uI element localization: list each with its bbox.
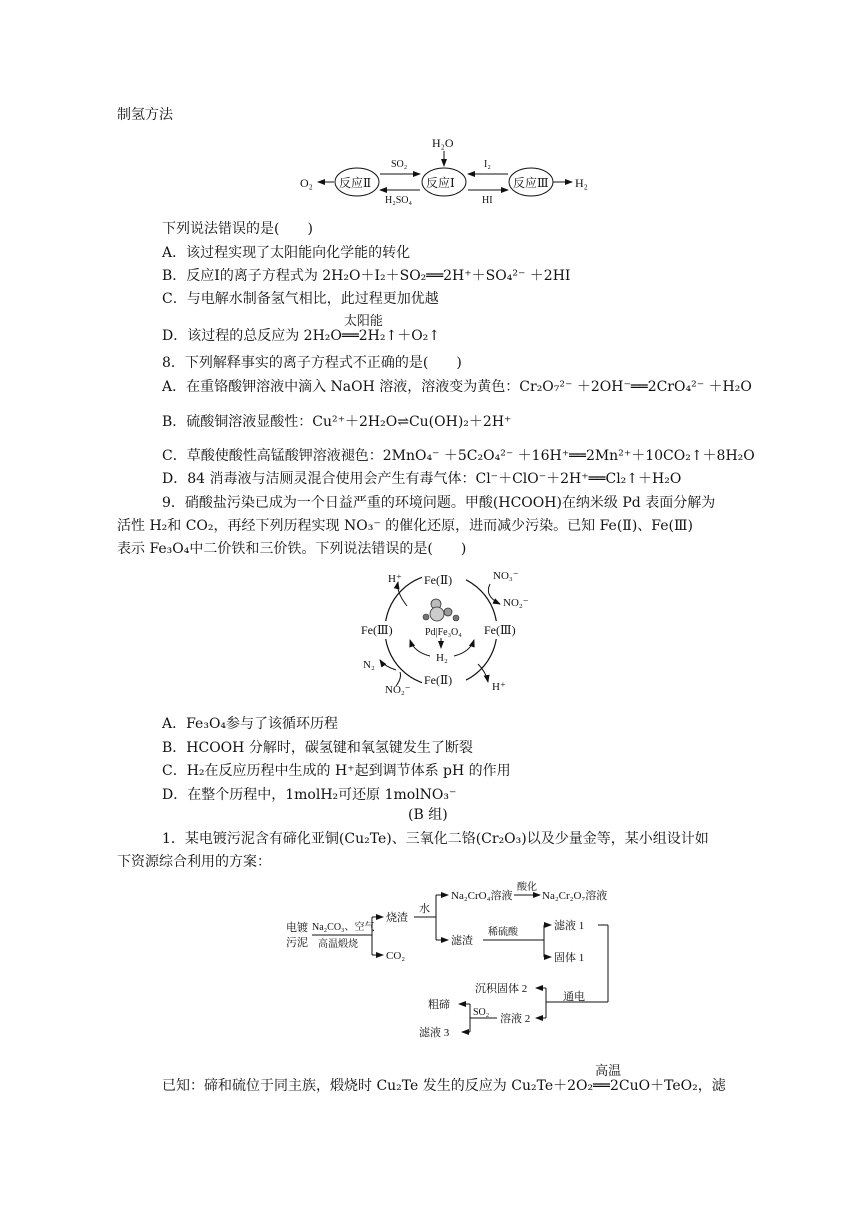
known-condition: 高温	[595, 1064, 622, 1079]
q7-option-b: B．反应Ⅰ的离子方程式为 2H₂O＋I₂＋SO₂══2H⁺＋SO₄²⁻ ＋2HI	[162, 268, 571, 284]
flow-slag: 烧渣	[386, 912, 408, 924]
q7-d-suffix: 2H₂↑＋O₂↑	[358, 328, 441, 344]
b1-stem-line1: 1．某电镀污泥含有碲化亚铜(Cu₂Te)、三氧化二铬(Cr₂O₃)以及少量金等，某小组设计如	[162, 831, 709, 847]
flow-acidify: 酸化	[517, 882, 537, 893]
so2-label: SO₂	[391, 159, 408, 170]
o2-label: O₂	[300, 176, 313, 190]
flow-sludge-1: 电镀	[286, 922, 308, 934]
q7-stem: 下列说法错误的是( )	[162, 221, 313, 237]
reaction-1-label: 反应Ⅰ	[426, 176, 455, 190]
reaction-2-label: 反应Ⅱ	[339, 176, 372, 190]
h2so4-label: H₂SO₄	[385, 195, 412, 206]
flow-so2: SO₂	[473, 1007, 490, 1018]
fe3-right-label: Fe(Ⅲ)	[484, 623, 516, 637]
flow-filtrate1: 滤液 1	[554, 920, 585, 932]
no3-label: NO₃⁻	[493, 570, 519, 582]
q7-d-condition: 太阳能	[343, 314, 383, 329]
flow-solution2: 溶液 2	[500, 1013, 531, 1025]
n2-label: N₂	[363, 659, 375, 671]
reaction-3-label: 反应Ⅲ	[513, 176, 549, 190]
group-b-heading: (B 组)	[408, 807, 448, 823]
i2-label: I₂	[484, 159, 491, 170]
q9-option-b: B．HCOOH 分解时，碳氢键和氧氢键发生了断裂	[162, 740, 473, 756]
fe2-top-label: Fe(Ⅱ)	[424, 573, 453, 587]
q8-option-d: D．84 消毒液与洁厕灵混合使用会产生有毒气体：Cl⁻＋ClO⁻＋2H⁺══Cl₂↑＋H₂O	[162, 471, 682, 487]
section-heading: 制氢方法	[117, 107, 173, 123]
fe2-bottom-label: Fe(Ⅱ)	[424, 673, 453, 687]
known-line: 已知：碲和硫位于同主族，煅烧时 Cu₂Te 发生的反应为 Cu₂Te＋2O₂ 高温 ══2CuO＋TeO₂，滤	[162, 1064, 726, 1094]
hi-label: HI	[482, 195, 493, 206]
q7-d-prefix: D．该过程的总反应为 2H₂O	[162, 328, 342, 344]
q8-option-c: C．草酸使酸性高锰酸钾溶液褪色：2MnO₄⁻ ＋5C₂O₄²⁻ ＋16H⁺══2Mn²⁺＋10CO₂↑＋8H₂O	[162, 448, 755, 464]
q9-stem-line3: 表示 Fe₃O₄中二价铁和三价铁。下列说法错误的是( )	[117, 541, 467, 557]
flow-sludge-2: 污泥	[286, 937, 308, 949]
no2-top-label: NO₂⁻	[503, 597, 529, 609]
q9-option-a: A．Fe₃O₄参与了该循环历程	[162, 716, 339, 732]
q8-stem: 8．下列解释事实的离子方程式不正确的是( )	[162, 355, 462, 371]
b1-stem-line2: 下资源综合利用的方案：	[117, 854, 271, 870]
flow-water: 水	[419, 903, 430, 915]
flow-na2cr2o7: Na₂Cr₂O₇溶液	[542, 890, 608, 902]
h2o-top-label: H₂O	[432, 136, 454, 150]
q9-stem-line2: 活性 H₂和 CO₂，再经下列历程实现 NO₃⁻ 的催化还原，进而减少污染。已知 Fe(Ⅱ)、Fe(Ⅲ)	[117, 518, 693, 534]
h2-label: H₂	[575, 176, 588, 190]
flow-na2cro4: Na₂CrO₄溶液	[451, 890, 513, 902]
pd-fe3o4-label: Pd|Fe₃O₄	[425, 627, 462, 638]
flow-filtrate3: 滤液 3	[419, 1027, 450, 1039]
known-prefix: 已知：碲和硫位于同主族，煅烧时 Cu₂Te 发生的反应为 Cu₂Te＋2O₂	[162, 1078, 594, 1094]
known-suffix: 2CuO＋TeO₂，滤	[609, 1078, 726, 1094]
h-plus-bottom-label: H⁺	[492, 681, 506, 693]
flow-sediment2: 沉积固体 2	[475, 983, 528, 995]
flow-residue: 滤渣	[451, 935, 473, 947]
flow-crude-te: 粗碲	[428, 999, 450, 1011]
q8-option-a: A．在重铬酸钾溶液中滴入 NaOH 溶液，溶液变为黄色：Cr₂O₇²⁻ ＋2OH⁻══2CrO₄²⁻ ＋H₂O	[162, 379, 752, 395]
flow-electrolysis: 通电	[563, 991, 585, 1003]
q9-option-d: D．在整个历程中，1molH₂可还原 1molNO₃⁻	[162, 787, 457, 803]
flow-dilute-acid: 稀硫酸	[488, 927, 518, 938]
fe3-left-label: Fe(Ⅲ)	[361, 623, 393, 637]
no2-bottom-label: NO₂⁻	[385, 684, 411, 696]
q7-option-a: A．该过程实现了太阳能向化学能的转化	[162, 245, 411, 261]
flow-solid1: 固体 1	[554, 952, 585, 964]
q7-option-d: D．该过程的总反应为 2H₂O 太阳能 ══2H₂↑＋O₂↑	[162, 314, 441, 344]
flow-co2: CO₂	[386, 950, 406, 962]
flow-condition: 高温煅烧	[318, 939, 358, 950]
q7-option-c: C．与电解水制备氢气相比，此过程更加优越	[162, 291, 439, 307]
h2-center-label: H₂	[436, 652, 448, 664]
h-plus-top-label: H⁺	[388, 573, 402, 585]
flow-reagent: Na₂CO₃、空气	[312, 922, 375, 933]
q9-option-c: C．H₂在反应历程中生成的 H⁺起到调节体系 pH 的作用	[162, 763, 511, 779]
q9-stem-line1: 9．硝酸盐污染已成为一个日益严重的环境问题。甲酸(HCOOH)在纳米级 Pd 表面分解为	[162, 495, 716, 511]
q8-option-b: B．硫酸铜溶液显酸性：Cu²⁺＋2H₂O⇌Cu(OH)₂＋2H⁺	[162, 414, 512, 430]
